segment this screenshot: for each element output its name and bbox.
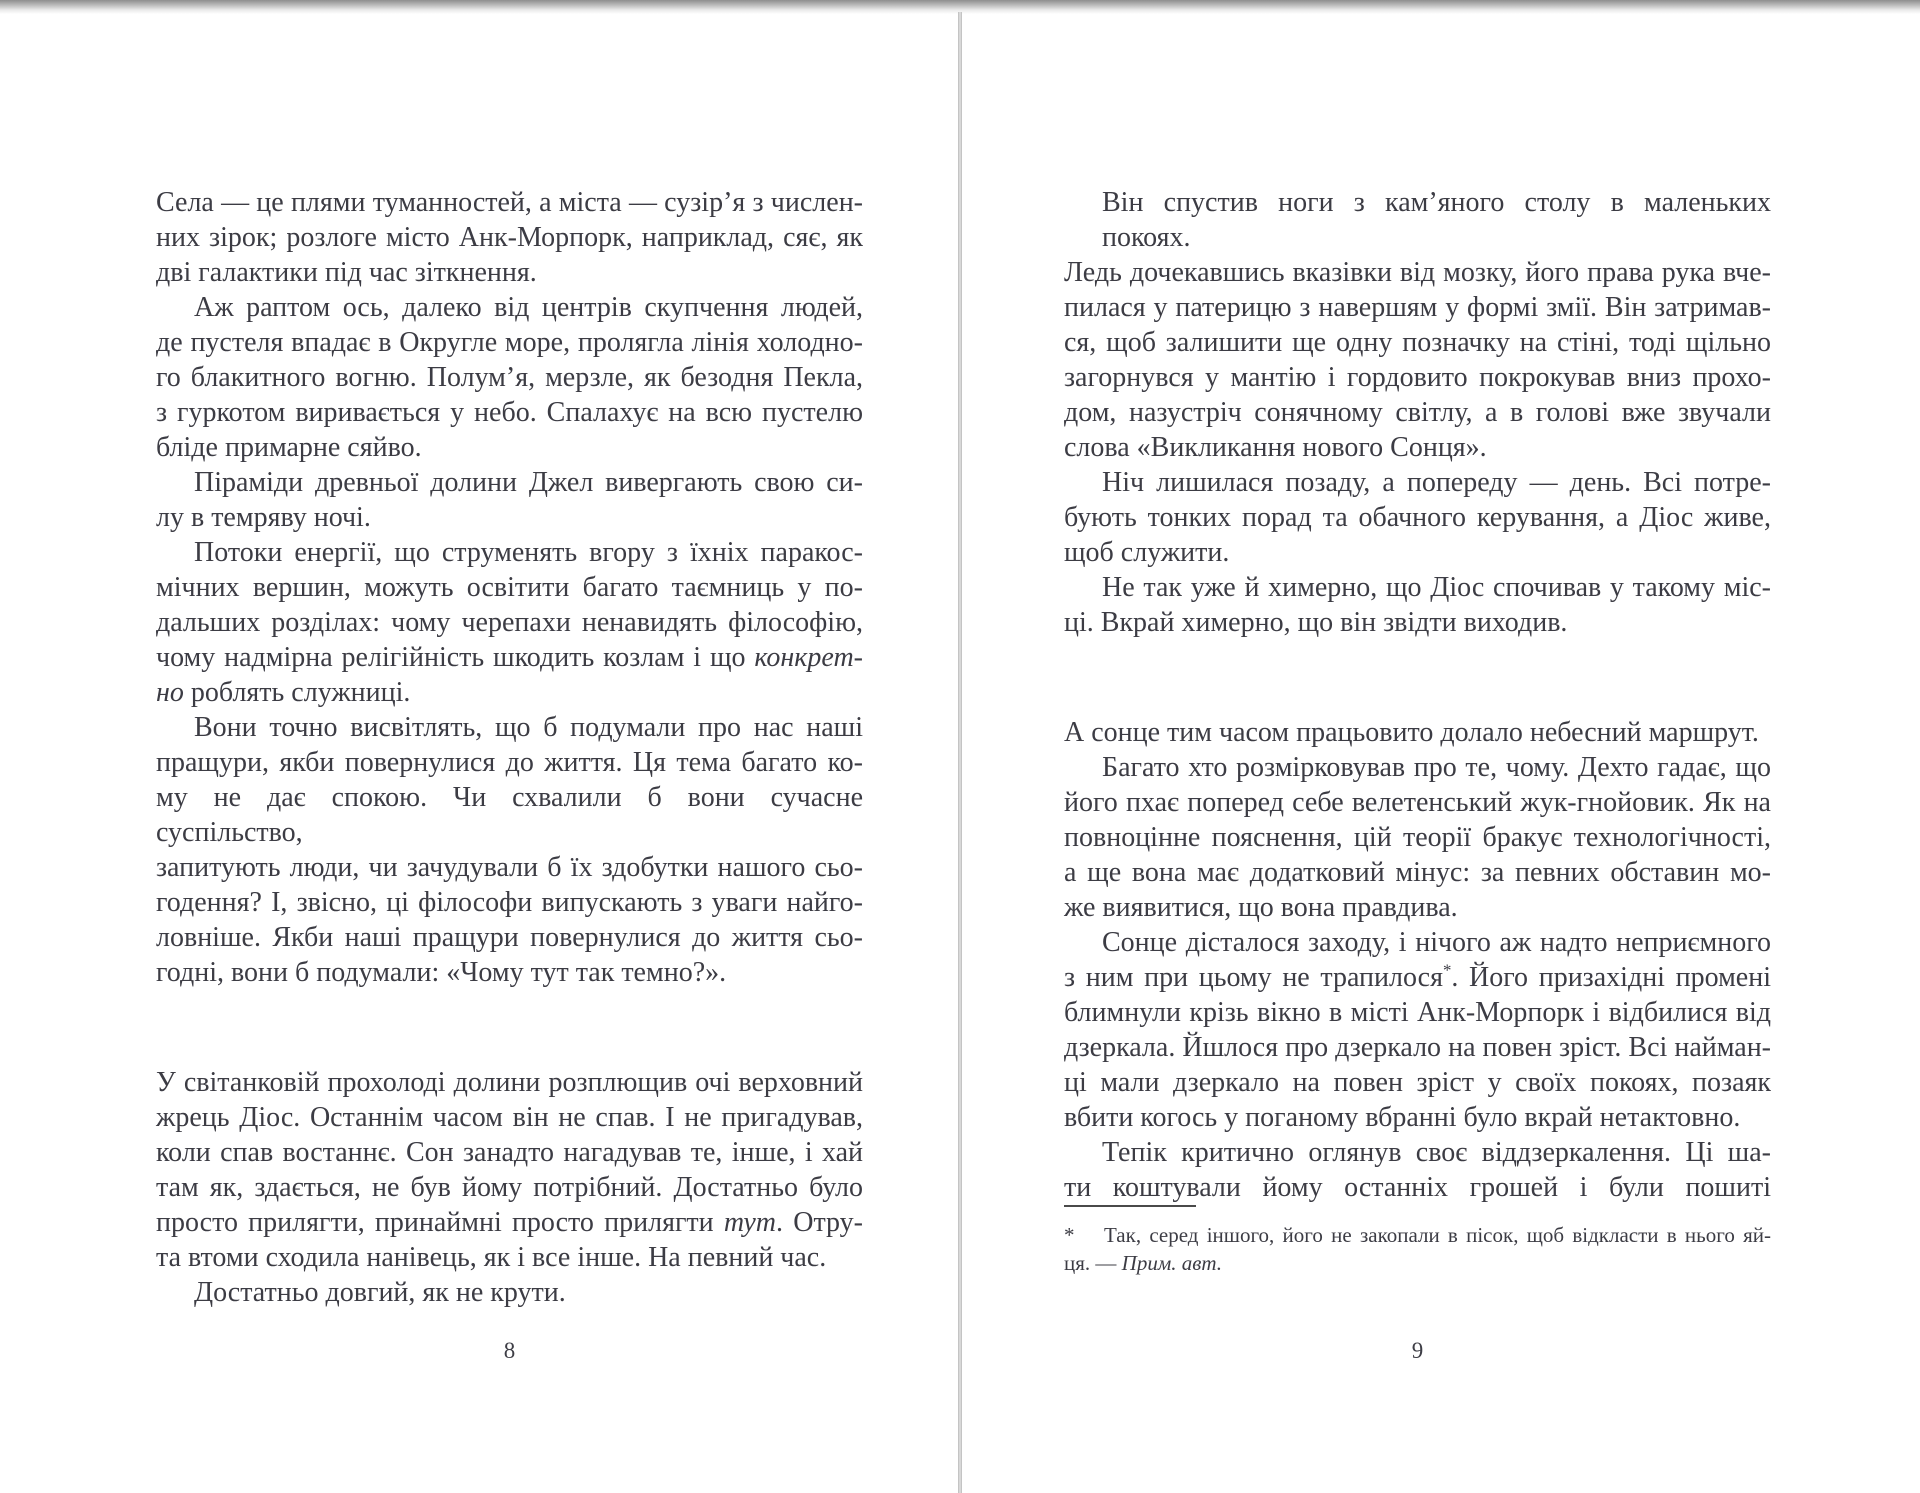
- text-segment: пращури, якби повернулися до життя. Ця тема багато ко-: [156, 747, 863, 778]
- text-line: [156, 710, 863, 745]
- text-segment: запитують люди, чи зачудували б їх здобутки нашого сьо-: [156, 852, 863, 883]
- text-line: [156, 255, 863, 290]
- text-segment: ці. Вкрай химерно, що він звідти виходив.: [1064, 607, 1568, 638]
- footnote-ref-asterisk: *: [1442, 960, 1452, 980]
- text-line: [1064, 960, 1771, 995]
- page-number-right: 9: [1411, 1338, 1424, 1363]
- text-line: [1064, 1221, 1771, 1249]
- page-divider: [958, 12, 962, 1493]
- text-segment: дальших розділах: чому черепахи ненавидять філософію,: [156, 607, 863, 638]
- text-segment: щоб служити.: [1064, 537, 1230, 568]
- text-line: [156, 360, 863, 395]
- italic-text: конкрет-: [754, 642, 863, 673]
- text-line: [1064, 1135, 1771, 1170]
- text-line: [156, 465, 863, 500]
- text-segment: годення? І, звісно, ці філософи випускають з уваги найго-: [156, 887, 863, 918]
- text-line: [1064, 995, 1771, 1030]
- text-line: [1064, 535, 1771, 570]
- text-line: [1064, 1170, 1771, 1205]
- text-line: [1064, 715, 1771, 750]
- text-line: [156, 1100, 863, 1135]
- text-segment: Він спустив ноги з кам’яного столу в маленьких покоях.: [1102, 187, 1771, 253]
- text-segment: дом, назустріч сонячному світлу, а в голові вже звучали: [1064, 397, 1771, 428]
- text-segment: з ним при цьому не трапилося: [1064, 962, 1443, 993]
- text-line: [1064, 395, 1771, 430]
- text-segment: ловніше. Якби наші пращури повернулися до життя сьо-: [156, 922, 863, 953]
- footnote-text: [1064, 1221, 1771, 1277]
- text-segment: . Отру-: [776, 1207, 863, 1238]
- text-segment: роблять служниці.: [183, 677, 411, 708]
- text-segment: дзеркала. Йшлося про дзеркало на повен зріст. Всі найман-: [1064, 1032, 1771, 1063]
- text-line: [156, 1240, 863, 1275]
- text-line: [1064, 605, 1771, 640]
- text-line: [156, 290, 863, 325]
- text-segment: Сонце дісталося заходу, і нічого аж надто неприємного: [1102, 927, 1771, 958]
- text-segment: го блакитного вогню. Полум’я, мерзле, як безодня Пекла,: [156, 362, 863, 393]
- text-line: [156, 535, 863, 570]
- footnote: [1064, 1205, 1771, 1277]
- text-line: [1064, 325, 1771, 360]
- text-line: [1064, 430, 1771, 465]
- text-line: [1064, 925, 1771, 960]
- footnote-marker: *: [1064, 1223, 1075, 1247]
- page-right-text: [1064, 185, 1771, 1205]
- text-segment: ці мали дзеркало на повен зріст у своїх покоях, позаяк: [1064, 1067, 1771, 1098]
- text-line: [1064, 570, 1771, 605]
- text-segment: Ледь дочекавшись вказівки від мозку, його права рука вче-: [1064, 257, 1771, 288]
- text-line: [156, 570, 863, 605]
- text-segment: та втоми сходила нанівець, як і все інше. На певний час.: [156, 1242, 827, 1273]
- text-line: [156, 605, 863, 640]
- footnote-rule: [1064, 1205, 1196, 1207]
- text-line: [1064, 1065, 1771, 1100]
- text-line: [156, 1205, 863, 1240]
- text-line: [1064, 360, 1771, 395]
- page-number-left: 8: [503, 1338, 516, 1363]
- text-line: [156, 955, 863, 990]
- text-line: [1064, 185, 1771, 255]
- text-segment: пилася у патерицю з навершям у формі змії. Він затримав-: [1064, 292, 1771, 323]
- text-segment: ся, щоб залишити ще одну позначку на стіні, тоді щільно: [1064, 327, 1771, 358]
- text-segment: лу в темряву ночі.: [156, 502, 371, 533]
- text-line: [156, 1065, 863, 1100]
- text-segment: просто прилягти, принаймні просто прилягти: [156, 1207, 724, 1238]
- section-break: [156, 990, 863, 1065]
- text-segment: них зірок; розлоге місто Анк-Морпорк, наприклад, сяє, як: [156, 222, 863, 253]
- text-line: [1064, 290, 1771, 325]
- text-segment: жрець Діос. Останнім часом він не спав. І не пригадував,: [156, 1102, 863, 1133]
- text-segment: з гуркотом виривається у небо. Спалахує на всю пустелю: [156, 397, 863, 428]
- text-line: [156, 920, 863, 955]
- text-segment: блимнули крізь вікно в місті Анк-Морпорк і відбилися від: [1064, 997, 1771, 1028]
- text-segment: Аж раптом ось, далеко від центрів скупчення людей,: [194, 292, 863, 323]
- text-line: [156, 885, 863, 920]
- text-segment: Вони точно висвітлять, що б подумали про нас наші: [194, 712, 863, 743]
- italic-text: но: [156, 677, 184, 708]
- text-segment: Не так уже й химерно, що Діос спочивав у такому міс-: [1102, 572, 1771, 603]
- text-line: [156, 1275, 863, 1310]
- text-segment: А сонце тим часом працьовито долало небесний маршрут.: [1064, 717, 1759, 748]
- text-line: [1064, 750, 1771, 785]
- italic-text: Прим. авт.: [1121, 1251, 1223, 1275]
- section-break: [1064, 640, 1771, 715]
- text-segment: коли спав востаннє. Сон занадто нагадував те, інше, і хай: [156, 1137, 863, 1168]
- text-line: [1064, 890, 1771, 925]
- text-segment: Багато хто розмірковував про те, чому. Дехто гадає, що: [1102, 752, 1771, 783]
- text-segment: Тепік критично оглянув своє віддзеркалення. Ці ша-: [1102, 1137, 1771, 1168]
- text-segment: де пустеля впадає в Округле море, пролягла лінія холодно-: [156, 327, 863, 358]
- text-segment: му не дає спокою. Чи схвалили б вони сучасне суспільство,: [156, 782, 863, 848]
- text-segment: ти коштували йому останніх грошей і були пошиті: [1064, 1172, 1771, 1203]
- text-segment: там як, здається, не був йому потрібний. Достатньо було: [156, 1172, 863, 1203]
- text-line: [156, 430, 863, 465]
- text-line: [156, 395, 863, 430]
- text-line: [1064, 1100, 1771, 1135]
- text-segment: Так, серед іншого, його не закопали в пісок, щоб відкласти в нього яй-: [1104, 1223, 1771, 1247]
- text-segment: годні, вони б подумали: «Чому тут так темно?».: [156, 957, 727, 988]
- text-line: [1064, 785, 1771, 820]
- text-line: [156, 675, 863, 710]
- text-segment: чому надмірна релігійність шкодить козлам і що: [156, 642, 755, 673]
- text-segment: У світанковій прохолоді долини розплющив очі верховний: [156, 1067, 863, 1098]
- text-segment: Потоки енергії, що струменять вгору з їхніх паракос-: [194, 537, 863, 568]
- text-segment: слова «Викликання нового Сонця».: [1064, 432, 1487, 463]
- text-segment: ця. —: [1064, 1251, 1122, 1275]
- text-segment: його пхає поперед себе велетенський жук-гнойовик. Як на: [1064, 787, 1771, 818]
- text-line: [156, 850, 863, 885]
- text-line: [156, 500, 863, 535]
- text-line: [156, 745, 863, 780]
- text-segment: вбити когось у поганому вбранні було вкрай нетактовно.: [1064, 1102, 1741, 1133]
- page-left-text: [156, 185, 863, 1310]
- text-line: [1064, 255, 1771, 290]
- text-line: [156, 640, 863, 675]
- text-segment: дві галактики під час зіткнення.: [156, 257, 537, 288]
- text-segment: же виявитися, що вона правдива.: [1064, 892, 1458, 923]
- text-line: [156, 1135, 863, 1170]
- text-segment: Ніч лишилася позаду, а попереду — день. Всі потре-: [1102, 467, 1771, 498]
- text-segment: Достатньо довгий, як не крути.: [194, 1277, 566, 1308]
- text-segment: повноцінне пояснення, цій теорії бракує технологічності,: [1064, 822, 1771, 853]
- text-segment: мічних вершин, можуть освітити багато таємниць у по-: [156, 572, 863, 603]
- text-line: [156, 185, 863, 220]
- text-segment: Піраміди древньої долини Джел вивергають свою си-: [194, 467, 863, 498]
- text-segment: Села — це плями туманностей, а міста — сузір’я з числен-: [156, 187, 863, 218]
- text-line: [1064, 855, 1771, 890]
- text-segment: бліде примарне сяйво.: [156, 432, 422, 463]
- text-segment: загорнувся у мантію і гордовито покрокував вниз прохо-: [1064, 362, 1771, 393]
- text-line: [156, 780, 863, 850]
- text-segment: а ще вона має додатковий мінус: за певних обставин мо-: [1064, 857, 1771, 888]
- text-line: [156, 220, 863, 255]
- text-line: [156, 1170, 863, 1205]
- text-line: [156, 325, 863, 360]
- text-line: [1064, 1249, 1771, 1277]
- text-line: [1064, 465, 1771, 500]
- text-line: [1064, 500, 1771, 535]
- text-line: [1064, 820, 1771, 855]
- text-line: [1064, 1030, 1771, 1065]
- text-segment: . Його призахідні промені: [1451, 962, 1771, 993]
- text-segment: бують тонких порад та обачного керування, а Діос живе,: [1064, 502, 1771, 533]
- italic-text: тут: [723, 1207, 777, 1238]
